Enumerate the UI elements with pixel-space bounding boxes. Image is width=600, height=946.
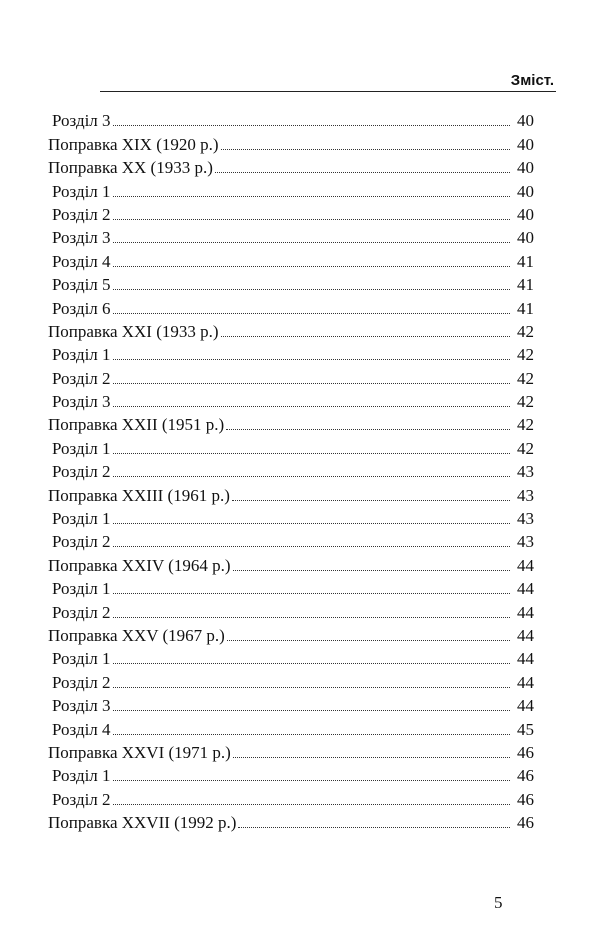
toc-entry-label: Розділ 6 <box>52 298 111 318</box>
toc-entry-label: Розділ 2 <box>52 204 111 224</box>
toc-leader-dots <box>226 429 510 430</box>
toc-entry-label: Розділ 1 <box>52 181 111 201</box>
toc-entry-page: 40 <box>517 111 534 131</box>
toc-entry-page: 43 <box>517 509 534 529</box>
toc-entry <box>48 506 534 529</box>
toc-leader-dots <box>232 500 510 501</box>
toc-entry <box>48 529 534 552</box>
toc-leader-dots <box>221 149 510 150</box>
toc-entry <box>48 435 534 458</box>
toc-entry-label: Розділ 4 <box>52 719 111 739</box>
page-number: 5 <box>494 893 503 912</box>
toc-entry <box>48 623 534 646</box>
toc-entry <box>48 576 534 599</box>
toc-entry-page: 44 <box>517 696 534 716</box>
toc-leader-dots <box>113 593 510 594</box>
toc-entry <box>48 646 534 669</box>
toc-entry-label: Поправка XXVI (1971 р.) <box>48 742 231 762</box>
toc-entry-label: Поправка XX (1933 р.) <box>48 158 213 178</box>
toc-entry <box>48 459 534 482</box>
toc-entry-page: 44 <box>517 625 534 645</box>
toc-leader-dots <box>113 804 510 805</box>
toc-entry <box>48 295 534 318</box>
toc-leader-dots <box>113 453 510 454</box>
toc-entry <box>48 225 534 248</box>
toc-leader-dots <box>113 710 510 711</box>
toc-leader-dots <box>113 663 510 664</box>
toc-leader-dots <box>113 406 510 407</box>
toc-entry-label: Розділ 4 <box>52 251 111 271</box>
toc-entry-label: Розділ 2 <box>52 368 111 388</box>
toc-leader-dots <box>113 266 510 267</box>
toc-entry-page: 42 <box>517 321 534 341</box>
toc-entry-label: Поправка XXV (1967 р.) <box>48 625 225 645</box>
toc-leader-dots <box>113 523 510 524</box>
toc-leader-dots <box>227 640 510 641</box>
toc-entry-label: Розділ 1 <box>52 438 111 458</box>
toc-entry-label: Розділ 1 <box>52 649 111 669</box>
toc-entry-label: Розділ 1 <box>52 579 111 599</box>
toc-entry-label: Розділ 3 <box>52 228 111 248</box>
toc-entry-label: Розділ 3 <box>52 696 111 716</box>
toc-leader-dots <box>113 687 510 688</box>
toc-entry-label: Розділ 1 <box>52 345 111 365</box>
toc-entry-page: 40 <box>517 204 534 224</box>
toc-leader-dots <box>113 476 510 477</box>
toc-leader-dots <box>113 383 510 384</box>
toc-leader-dots <box>221 336 510 337</box>
toc-entry-label: Розділ 5 <box>52 275 111 295</box>
toc-entry <box>48 155 534 178</box>
toc-entry <box>48 412 534 435</box>
toc-entry <box>48 178 534 201</box>
toc-entry <box>48 131 534 154</box>
toc-entry <box>48 693 534 716</box>
running-header-title: Зміст. <box>510 72 554 89</box>
toc-entry-page: 46 <box>517 766 534 786</box>
toc-entry <box>48 272 534 295</box>
toc-leader-dots <box>233 570 510 571</box>
toc-entry-page: 42 <box>517 345 534 365</box>
toc-entry <box>48 669 534 692</box>
toc-entry-page: 41 <box>517 275 534 295</box>
toc-entry-page: 44 <box>517 579 534 599</box>
toc-leader-dots <box>113 219 510 220</box>
toc-leader-dots <box>113 546 510 547</box>
toc-entry-page: 42 <box>517 415 534 435</box>
toc-entry-page: 44 <box>517 649 534 669</box>
toc-entry-label: Поправка XXI (1933 р.) <box>48 321 219 341</box>
toc-entry-page: 40 <box>517 158 534 178</box>
toc-entry-page: 46 <box>517 813 534 833</box>
toc-entry-page: 40 <box>517 181 534 201</box>
header-rule <box>100 91 556 92</box>
toc-entry-label: Розділ 1 <box>52 509 111 529</box>
toc-entry-page: 40 <box>517 134 534 154</box>
toc-leader-dots <box>113 734 510 735</box>
toc-leader-dots <box>113 359 510 360</box>
toc-entry <box>48 716 534 739</box>
toc-entry <box>48 763 534 786</box>
toc-entry-page: 40 <box>517 228 534 248</box>
toc-entry <box>48 599 534 622</box>
table-of-contents <box>48 108 534 833</box>
toc-entry <box>48 740 534 763</box>
toc-entry-page: 43 <box>517 485 534 505</box>
toc-entry-label: Поправка XIX (1920 р.) <box>48 134 219 154</box>
toc-entry-page: 44 <box>517 555 534 575</box>
toc-entry-label: Поправка XXII (1951 р.) <box>48 415 225 435</box>
toc-leader-dots <box>238 827 510 828</box>
toc-entry <box>48 202 534 225</box>
toc-entry-label: Поправка XXVII (1992 р.) <box>48 813 237 833</box>
toc-entry-label: Розділ 1 <box>52 766 111 786</box>
toc-entry-label: Розділ 3 <box>52 392 111 412</box>
toc-leader-dots <box>113 313 510 314</box>
toc-leader-dots <box>215 172 510 173</box>
toc-entry-label: Розділ 2 <box>52 789 111 809</box>
toc-leader-dots <box>113 289 510 290</box>
toc-entry <box>48 482 534 505</box>
toc-entry-page: 44 <box>517 672 534 692</box>
toc-entry-page: 43 <box>517 462 534 482</box>
toc-entry <box>48 108 534 131</box>
toc-entry-label: Поправка XXIII (1961 р.) <box>48 485 230 505</box>
toc-leader-dots <box>113 242 510 243</box>
toc-entry <box>48 365 534 388</box>
toc-entry <box>48 342 534 365</box>
toc-entry-label: Розділ 2 <box>52 672 111 692</box>
toc-entry-page: 46 <box>517 742 534 762</box>
toc-entry-page: 45 <box>517 719 534 739</box>
toc-entry <box>48 389 534 412</box>
toc-entry-page: 42 <box>517 438 534 458</box>
toc-entry <box>48 248 534 271</box>
toc-entry-page: 44 <box>517 602 534 622</box>
toc-entry-page: 46 <box>517 789 534 809</box>
toc-entry-label: Розділ 2 <box>52 602 111 622</box>
toc-entry-page: 43 <box>517 532 534 552</box>
toc-entry-label: Розділ 3 <box>52 111 111 131</box>
toc-entry-page: 42 <box>517 392 534 412</box>
toc-entry <box>48 810 534 833</box>
toc-entry <box>48 552 534 575</box>
toc-entry-label: Поправка XXIV (1964 р.) <box>48 555 231 575</box>
toc-entry-label: Розділ 2 <box>52 532 111 552</box>
toc-leader-dots <box>113 780 510 781</box>
toc-entry-page: 41 <box>517 298 534 318</box>
toc-leader-dots <box>113 125 510 126</box>
toc-entry-page: 41 <box>517 251 534 271</box>
toc-entry <box>48 786 534 809</box>
toc-entry-label: Розділ 2 <box>52 462 111 482</box>
toc-leader-dots <box>113 196 510 197</box>
toc-leader-dots <box>113 617 510 618</box>
toc-leader-dots <box>233 757 510 758</box>
toc-entry-page: 42 <box>517 368 534 388</box>
toc-entry <box>48 319 534 342</box>
